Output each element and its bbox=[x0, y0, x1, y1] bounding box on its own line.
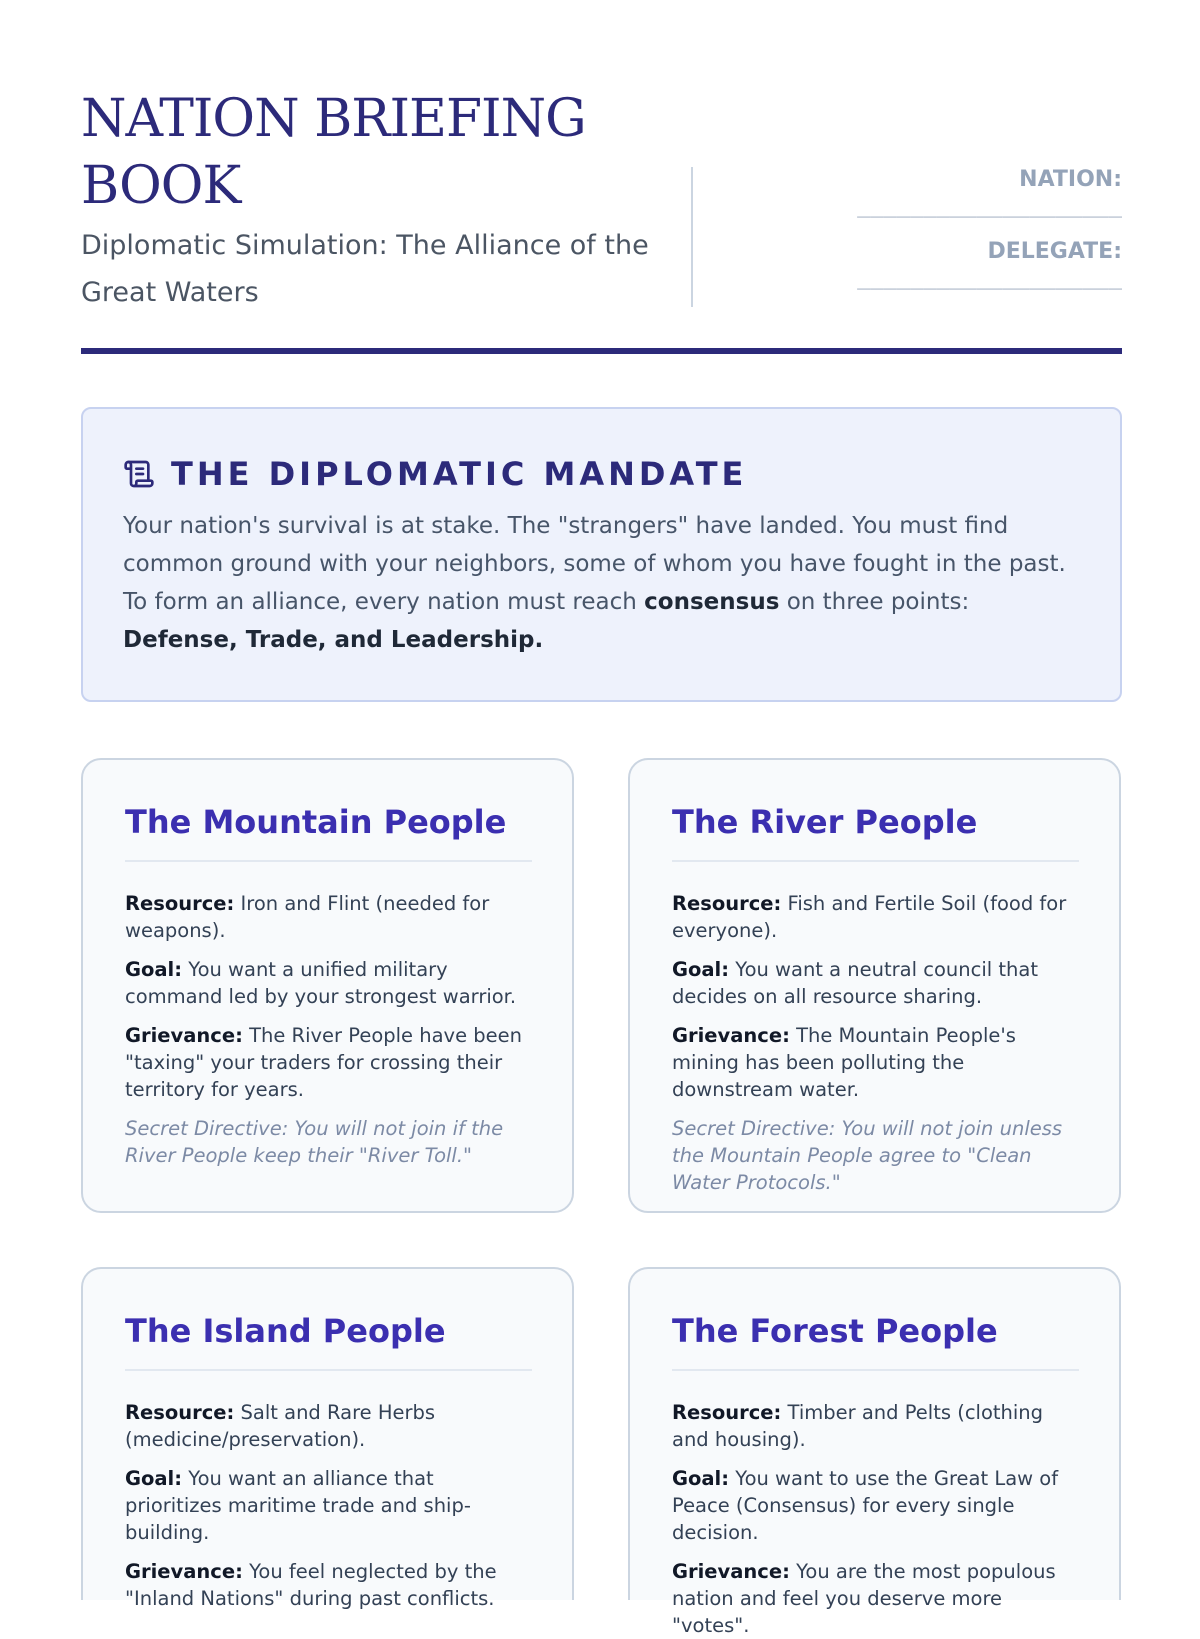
nation-goal: Goal: You want an alliance that prioritizes maritime trade and ship-building. bbox=[125, 1467, 471, 1544]
delegate-fields bbox=[742, 166, 1122, 310]
delegate-blank-line: ____________________ bbox=[857, 265, 1122, 290]
page-subtitle: Diplomatic Simulation: The Alliance of the Great Waters bbox=[81, 230, 649, 308]
mandate-title: THE DIPLOMATIC MANDATE bbox=[171, 455, 748, 493]
nation-resource: Resource: Timber and Pelts (clothing and housing). bbox=[672, 1401, 1044, 1451]
nation-goal: Goal: You want a unified military command led by your strongest warrior. bbox=[125, 958, 517, 1008]
nation-secret-directive: Secret Directive: You will not join unless the Mountain People agree to "Clean Water Protocols." bbox=[672, 1117, 1063, 1194]
mandate-heading bbox=[123, 449, 1080, 499]
scroll-icon bbox=[123, 458, 155, 490]
nation-grievance: Grievance: The Mountain People's mining has been polluting the downstream water. bbox=[672, 1024, 1016, 1101]
nation-secret-directive: Secret Directive: You will not join if the River People keep their "River Toll." bbox=[125, 1117, 504, 1167]
nation-goal: Goal: You want a neutral council that decides on all resource sharing. bbox=[672, 958, 1038, 1008]
nation-name: The Island People bbox=[125, 1311, 532, 1371]
nation-name: The River People bbox=[672, 802, 1079, 862]
header-rule bbox=[81, 348, 1122, 354]
header-divider bbox=[691, 167, 693, 307]
nation-grievance: Grievance: You feel neglected by the "Inland Nations" during past conflicts. bbox=[125, 1560, 497, 1610]
nation-card-forest bbox=[628, 1267, 1121, 1637]
nation-resource: Resource: Iron and Flint (needed for weapons). bbox=[125, 892, 490, 942]
mandate-text: Your nation's survival is at stake. The "strangers" have landed. You must find common ground with your neighbors, some of whom you have fought in the past. To form an alliance, every nation must reach consensus on three points: Defense, Trade, and Leadership. bbox=[123, 513, 1066, 653]
nation-name: The Mountain People bbox=[125, 802, 532, 862]
nation-resource: Resource: Salt and Rare Herbs (medicine/preservation). bbox=[125, 1401, 436, 1451]
nation-card-mountain bbox=[81, 758, 574, 1213]
mandate-box bbox=[81, 407, 1122, 702]
page-title: NATION BRIEFING BOOK bbox=[81, 89, 586, 216]
nation-grievance: Grievance: The River People have been "taxing" your traders for crossing their territory for years. bbox=[125, 1024, 523, 1101]
nation-name: The Forest People bbox=[672, 1311, 1079, 1371]
nation-grievance: Grievance: You are the most populous nation and feel you deserve more "votes". bbox=[672, 1560, 1056, 1637]
nation-label: NATION: bbox=[1019, 167, 1122, 192]
page-header bbox=[81, 86, 1122, 356]
nation-resource: Resource: Fish and Fertile Soil (food for everyone). bbox=[672, 892, 1067, 942]
nation-card-river bbox=[628, 758, 1121, 1213]
nation-blank-line: ____________________ bbox=[857, 193, 1122, 218]
nation-goal: Goal: You want to use the Great Law of Peace (Consensus) for every single decision. bbox=[672, 1467, 1059, 1544]
nation-card-island bbox=[81, 1267, 574, 1610]
delegate-label: DELEGATE: bbox=[987, 239, 1122, 264]
